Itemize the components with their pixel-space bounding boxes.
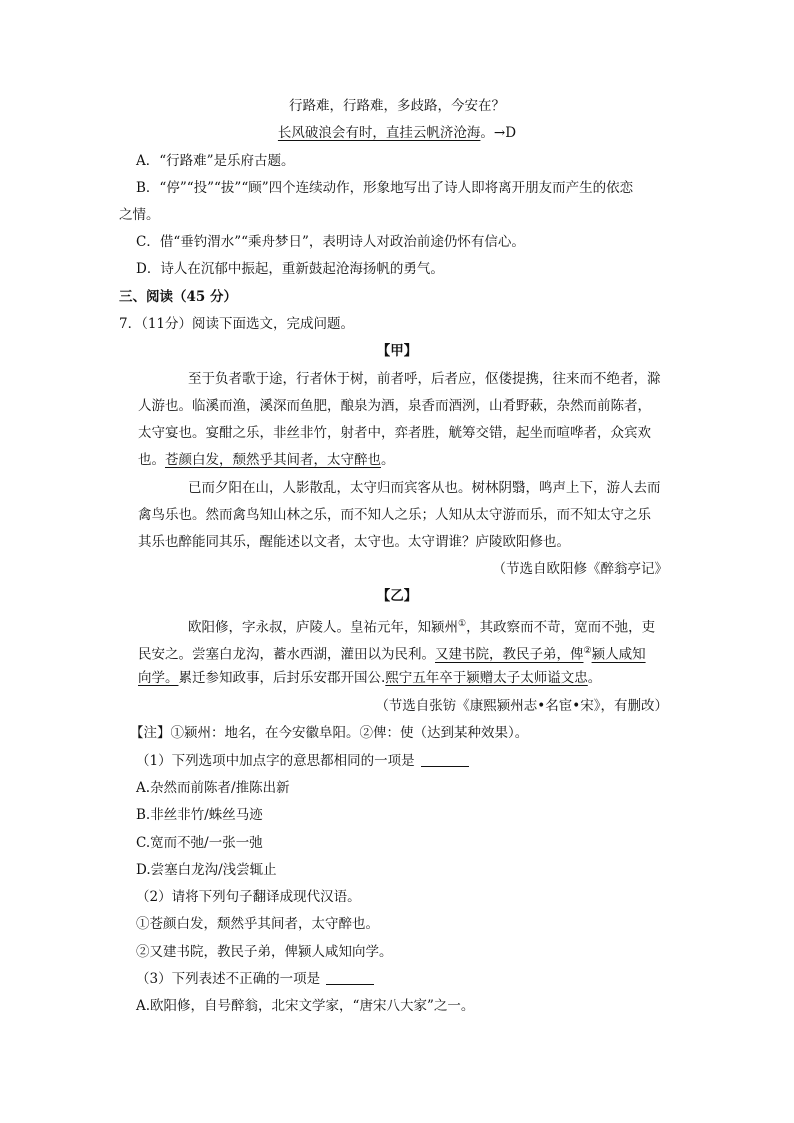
yi-underlined-part1: 又建书院，教民子弟，俾 xyxy=(435,646,584,663)
jia-p2-line3: 其乐也醉能同其乐，醒能述以文者，太守也。太守谓谁？庐陵欧阳修也。 xyxy=(138,534,570,550)
jia-p1-line4-end: 。 xyxy=(381,452,395,468)
sub-question-3-text: （3）下列表述不正确的一项是 xyxy=(136,971,321,987)
yi-line3-middle: 累迁参知政事，后封乐安郡开国公. xyxy=(178,670,386,686)
jia-source: （节选自欧阳修《醉翁亭记》 xyxy=(492,561,668,577)
note-marker-1: ① xyxy=(458,619,467,629)
yi-line3-end: 。 xyxy=(587,670,602,686)
jia-p1-line1: 至于负者歌于途，行者休于树，前者呼，后者应，伛偻提携，往来而不绝者，滁 xyxy=(188,371,661,387)
q6-option-a: A．“行路难”是乐府古题。 xyxy=(136,153,295,169)
answer-blank[interactable] xyxy=(326,970,374,985)
poem-line-1: 行路难，行路难，多歧路，今安在？ xyxy=(289,98,505,114)
q6-option-b-line2: 之情。 xyxy=(119,207,160,223)
footnote: 【注】①颍州：地名，在今安徽阜阳。②俾：使（达到某种效果）。 xyxy=(130,725,529,741)
sub1-option-c: C.宽而不弛/一张一弛 xyxy=(136,835,263,851)
yi-line2 xyxy=(138,641,646,665)
poem-line-2 xyxy=(0,123,794,143)
jia-p1-line4 xyxy=(138,450,395,470)
yi-underlined-part4: 熙宁五年卒于颍赠太子太师谥文忠 xyxy=(385,670,588,686)
q6-option-c: C．借“垂钓渭水”“乘舟梦日”，表明诗人对政治前途仍怀有信心。 xyxy=(136,234,525,250)
jia-p1-line4-start: 也。 xyxy=(138,452,165,468)
sub1-option-a: A.杂然而前陈者/推陈出新 xyxy=(136,780,290,796)
sub-question-3 xyxy=(136,969,374,989)
yi-source: （节选自张钫《康熙颍州志•名宦•宋》，有删改） xyxy=(375,698,668,714)
sub-question-2: （2）请将下列句子翻译成现代汉语。 xyxy=(136,889,361,905)
yi-underlined-part2: 颍人咸知 xyxy=(591,646,646,663)
answer-blank[interactable] xyxy=(421,752,469,767)
sub1-option-d: D.尝塞白龙沟/浅尝辄止 xyxy=(136,862,277,878)
q6-option-d: D．诗人在沉郁中振起，重新鼓起沧海扬帆的勇气。 xyxy=(136,261,444,277)
section-heading: 三、阅读（45 分） xyxy=(119,289,237,305)
jia-p1-line2: 人游也。临溪而渔，溪深而鱼肥，酿泉为酒，泉香而酒洌，山肴野蔌，杂然而前陈者， xyxy=(138,398,651,414)
translate-item-2: ②又建书院，教民子弟，俾颍人咸知向学。 xyxy=(136,944,393,960)
jia-p1-line3: 太守宴也。宴酣之乐，非丝非竹，射者中，弈者胜，觥筹交错，起坐而喧哗者，众宾欢 xyxy=(138,425,651,441)
sub1-option-b: B.非丝非竹/蛛丝马迹 xyxy=(136,807,263,823)
translate-item-1: ①苍颜白发，颓然乎其间者，太守醉也。 xyxy=(136,916,379,932)
jia-p2-line1: 已而夕阳在山，人影散乱，太守归而宾客从也。树林阴翳，鸣声上下，游人去而 xyxy=(188,480,661,496)
yi-line1-end: ，其政察而不苛，宽而不弛，吏 xyxy=(466,619,656,636)
poem-line-2-answer: 。→D xyxy=(480,125,517,141)
yi-underlined-part3: 向学。 xyxy=(138,670,179,686)
jia-p2-line2: 禽鸟乐也。然而禽鸟知山林之乐，而不知人之乐；人知从太守游而乐，而不知太守之乐 xyxy=(138,507,651,523)
q7-stem: 7．（11分）阅读下面选文，完成问题。 xyxy=(119,316,355,332)
yi-line2-start: 民安之。尝塞白龙沟，蓄水西湖，灌田以为民利。 xyxy=(138,646,435,663)
q6-option-b-line1: B．“停”“投”“拔”“顾”四个连续动作，形象地写出了诗人即将离开朋友而产生的依恋 xyxy=(136,180,634,196)
passage-yi-title: 【乙】 xyxy=(376,588,418,604)
sub-question-1-text: （1）下列选项中加点字的意思都相同的一项是 xyxy=(136,753,415,769)
yi-line1 xyxy=(188,614,655,638)
poem-line-2-underlined: 长风破浪会有时，直挂云帆济沧海 xyxy=(277,125,481,141)
sub-question-1 xyxy=(136,751,469,771)
jia-underlined-sentence: 苍颜白发，颓然乎其间者，太守醉也 xyxy=(165,452,381,468)
yi-line1-start: 欧阳修，字永叔，庐陵人。皇祐元年，知颍州 xyxy=(188,619,458,636)
yi-line3 xyxy=(138,668,601,688)
note-marker-2: ② xyxy=(583,646,592,656)
passage-jia-title: 【甲】 xyxy=(376,343,418,359)
sub3-option-a: A.欧阳修，自号醉翁，北宋文学家，“唐宋八大家”之一。 xyxy=(136,998,475,1014)
